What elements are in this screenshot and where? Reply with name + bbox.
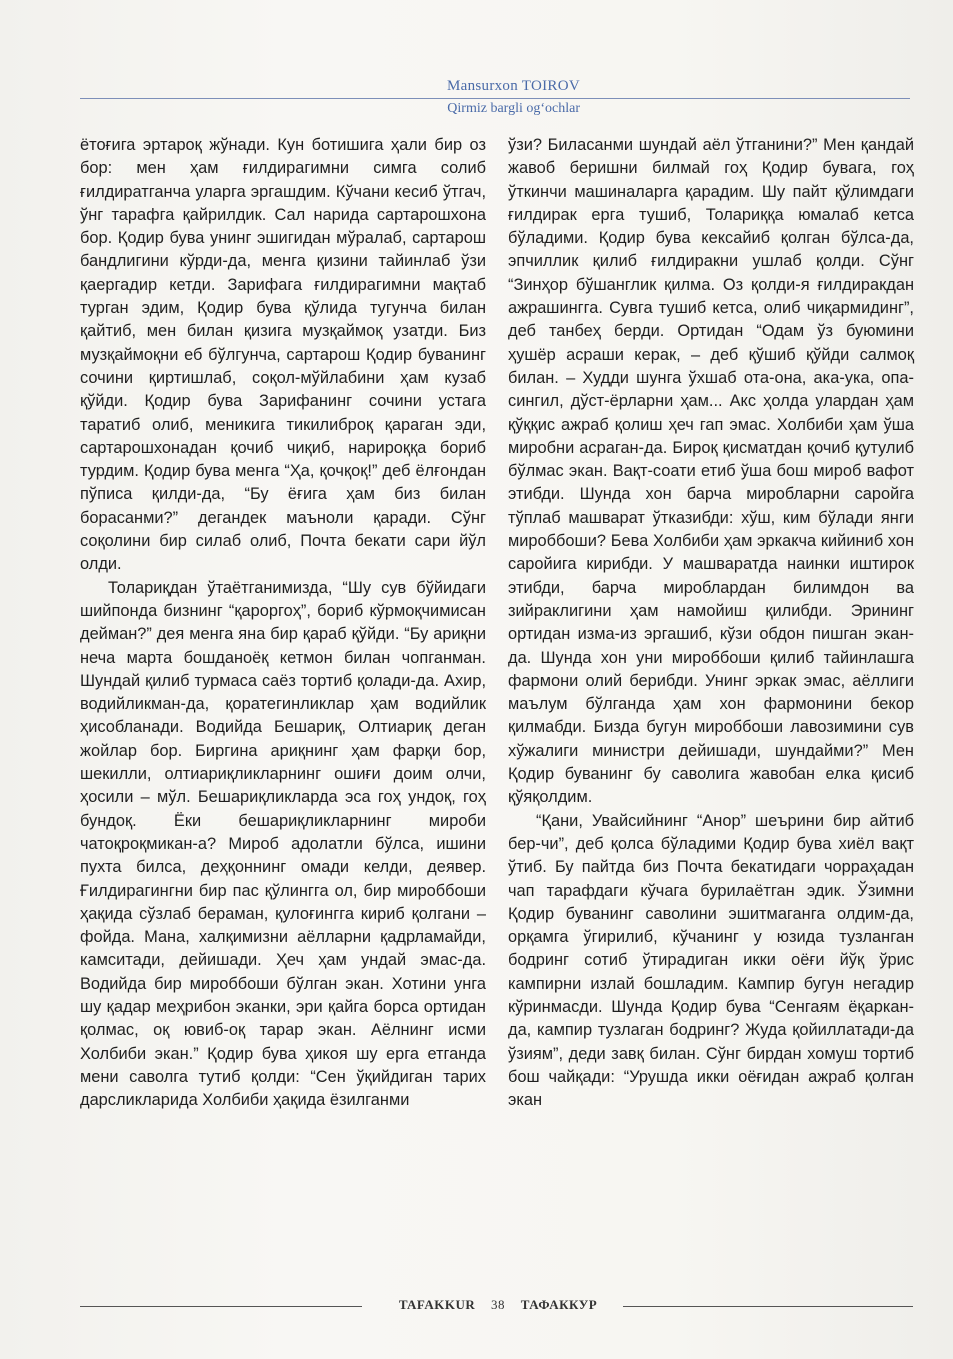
header-rule (80, 98, 910, 99)
footer-label (370, 1297, 626, 1313)
footer-rule-right (623, 1306, 913, 1307)
paragraph: ётоғига эртароқ жўнади. Кун ботишига ҳали бир оз бор: мен ҳам ғилдирагимни симга солиб ғилдиратганча уларга эргашдим. Кўчани кесиб ўтгач, ўнг тарафга қайрилдик. Сал нарида сартарошхона бор. Қодир бува унинг эшигидан мўралаб, сартарош бандлигини кўрди-да, менга қизини тайинлаб ўзи қаергадир кетди. Зарифага ғилдирагимни мақтаб турган эдим, Қодир бува қўлида тугунча билан қайтиб, мен билан қизига музқаймоқ узатди. Биз музқаймоқни еб бўлгунча, сартарош Қодир буванинг сочини қиртишлаб, соқол-мўйлабини ҳам кузаб қўйди. Қодир бува Зарифанинг сочини устага таратиб олиб, меникига тикилиброқ қараган эди, сартарошхонадан қочиб чиқиб, нарироққа бориб турдим. Қодир бува менга “Ҳа, қочқоқ!” деб ёлғондан пўписа қилди-да, “Бу ёғига ҳам биз билан борасанми?” дегандек маъноли қаради. Сўнг соқолини бир силаб олиб, Почта бекати сари йўл олди. (80, 136, 486, 574)
page-footer (80, 1295, 913, 1319)
paragraph: Толариқдан ўтаётганимизда, “Шу сув бўйидаги шийпонда бизнинг “қароргоҳ”, бориб кўрмоқчимисан дейман?” дея менга яна бир қараб қўйди. “Бу ариқни неча марта бошданоёқ кетмон билан чопганман. Шундай қилиб турмаса саёз тортиб қолади-да. Ахир, водийликман-да, қоратегинликлар ҳам водийлик ҳисобланади. Водийда Бешариқ, Олтиариқ деган жойлар бор. Биргина ариқнинг ҳам фарқи бор, шекилли, олтиариқликларнинг ошиғи доим олчи, ҳосили – мўл. Бешариқликларда эса гоҳ ундоқ, гоҳ бундоқ. Ёки бешариқликларнинг мироби чатоқроқмикан-а? Мироб адолатли бўлса, ишини пухта билса, деҳқоннинг омади келди, деявер. Ғилдирагингни бир пас қўлингга ол, бир мироббоши ҳақида сўзлаб бераман, қулоғингга кириб қолгани – фойда. Мана, халқимизни аёлларни қадрламайди, камситади, дейишади. Ҳеч ҳам ундай эмас-да. Водийда бир мироббоши бўлган экан. Хотини унга шу қадар меҳрибон эканки, эри қайга борса ортидан қолмас, оқ ювиб-оқ тарар экан. Аёлнинг исми Холбиби экан.” Қодир бува ҳикоя шу ерга етганда мени саволга тутиб қолди: “Сен ўқийдиган тарих дарсликларида Холбиби ҳақида ёзилганми (80, 578, 486, 1110)
page-number: 38 (491, 1297, 506, 1312)
story-title: Qirmiz bargli og‘ochlar (447, 101, 580, 116)
paragraph: “Қани, Увайсийнинг “Анор” шеърини бир айтиб бер-чи”, деб қолса бўладими Қодир бува хиёл вақт ўтиб. Бу пайтда биз Почта бекатидаги чорраҳадан чап тарафдаги кўчага бурилаётган эдик. Ўзимни Қодир буванинг саволини эшитмаганга олдим-да, орқамга ўгирилиб, кўчанинг у юзида тузланган бодринг сотиб ўтирадиган икки оёғи йўқ ўрис кампирни излай бошладим. Кампир бугун негадир кўринмасди. Шунда Қодир бува “Сенгаям ёқаркан-да, кампир тузлаган бодринг? Жуда қойиллатади-да ўзиям”, деди завқ билан. Сўнг бирдан хомуш тортиб бош чайқади: “Урушда икки оёғидан ажраб қолган экан (508, 811, 914, 1110)
left-column (80, 134, 486, 1112)
author-name: Mansurxon TOIROV (447, 78, 580, 94)
magazine-name-latin: TAFAKKUR (398, 1297, 476, 1312)
right-column (508, 134, 914, 1112)
page-header (80, 78, 910, 128)
paragraph: ўзи? Биласанми шундай аёл ўтганини?” Мен қандай жавоб беришни билмай гоҳ Қодир бувага, гоҳ ўткинчи машиналарга қарадим. Шу пайт қўлимдаги ғилдирак ерга тушиб, Толариққа юмалаб кетса бўладими. Қодир бува кексайиб қолган бўлса-да, эпчиллик қилиб ғилдиракни ушлаб қолди. Сўнг “Зинҳор бўшанглик қилма. Оз қолди-я ғилдиракдан ажрашингга. Сувга тушиб кетса, олиб чиқармидинг”, деб танбеҳ берди. Ортидан “Одам ўз буюмини ҳушёр асраши керак, – деб қўшиб қўйди салмоқ билан. – Худди шунга ўхшаб ота-она, ака-ука, опа-сингил, дўст-ёрларни ҳам... Акс ҳолда улардан ҳам қўққис ажраб қолиш ҳеч гап эмас. Холбиби ҳам ўша миробни асраган-да. Бироқ қисматдан қочиб қутулиб бўлмас экан. Вақт-соати етиб ўша бош мироб вафот этибди. Шунда хон барча миробларни саройга тўплаб машварат ўтказибди: хўш, ким бўлади янги мироббоши? Бева Холбиби ҳам эркакча кийиниб хон саройига кирибди. У машваратда наинки иштирок этибди, барча мироблардан билимдон ва зийраклигини ҳам намойиш қилибди. Эрининг ортидан изма-из эргашиб, кўзи обдон пишган экан-да. Шунда хон уни мироббоши қилиб тайинлашга фармони олий берибди. Унинг эркак эмас, аёллиги маълум бўлганда ҳам хон фармонини бекор қилмабди. Бизда бугун мироббоши лавозимини сув хўжалиги министри дейишади, шундайми?” Мен Қодир буванинг бу саволига жавобан елка қисиб қўяқолдим. (508, 136, 914, 807)
footer-rule-left (80, 1306, 362, 1307)
magazine-name-cyrillic: ТАФАККУР (520, 1297, 598, 1312)
